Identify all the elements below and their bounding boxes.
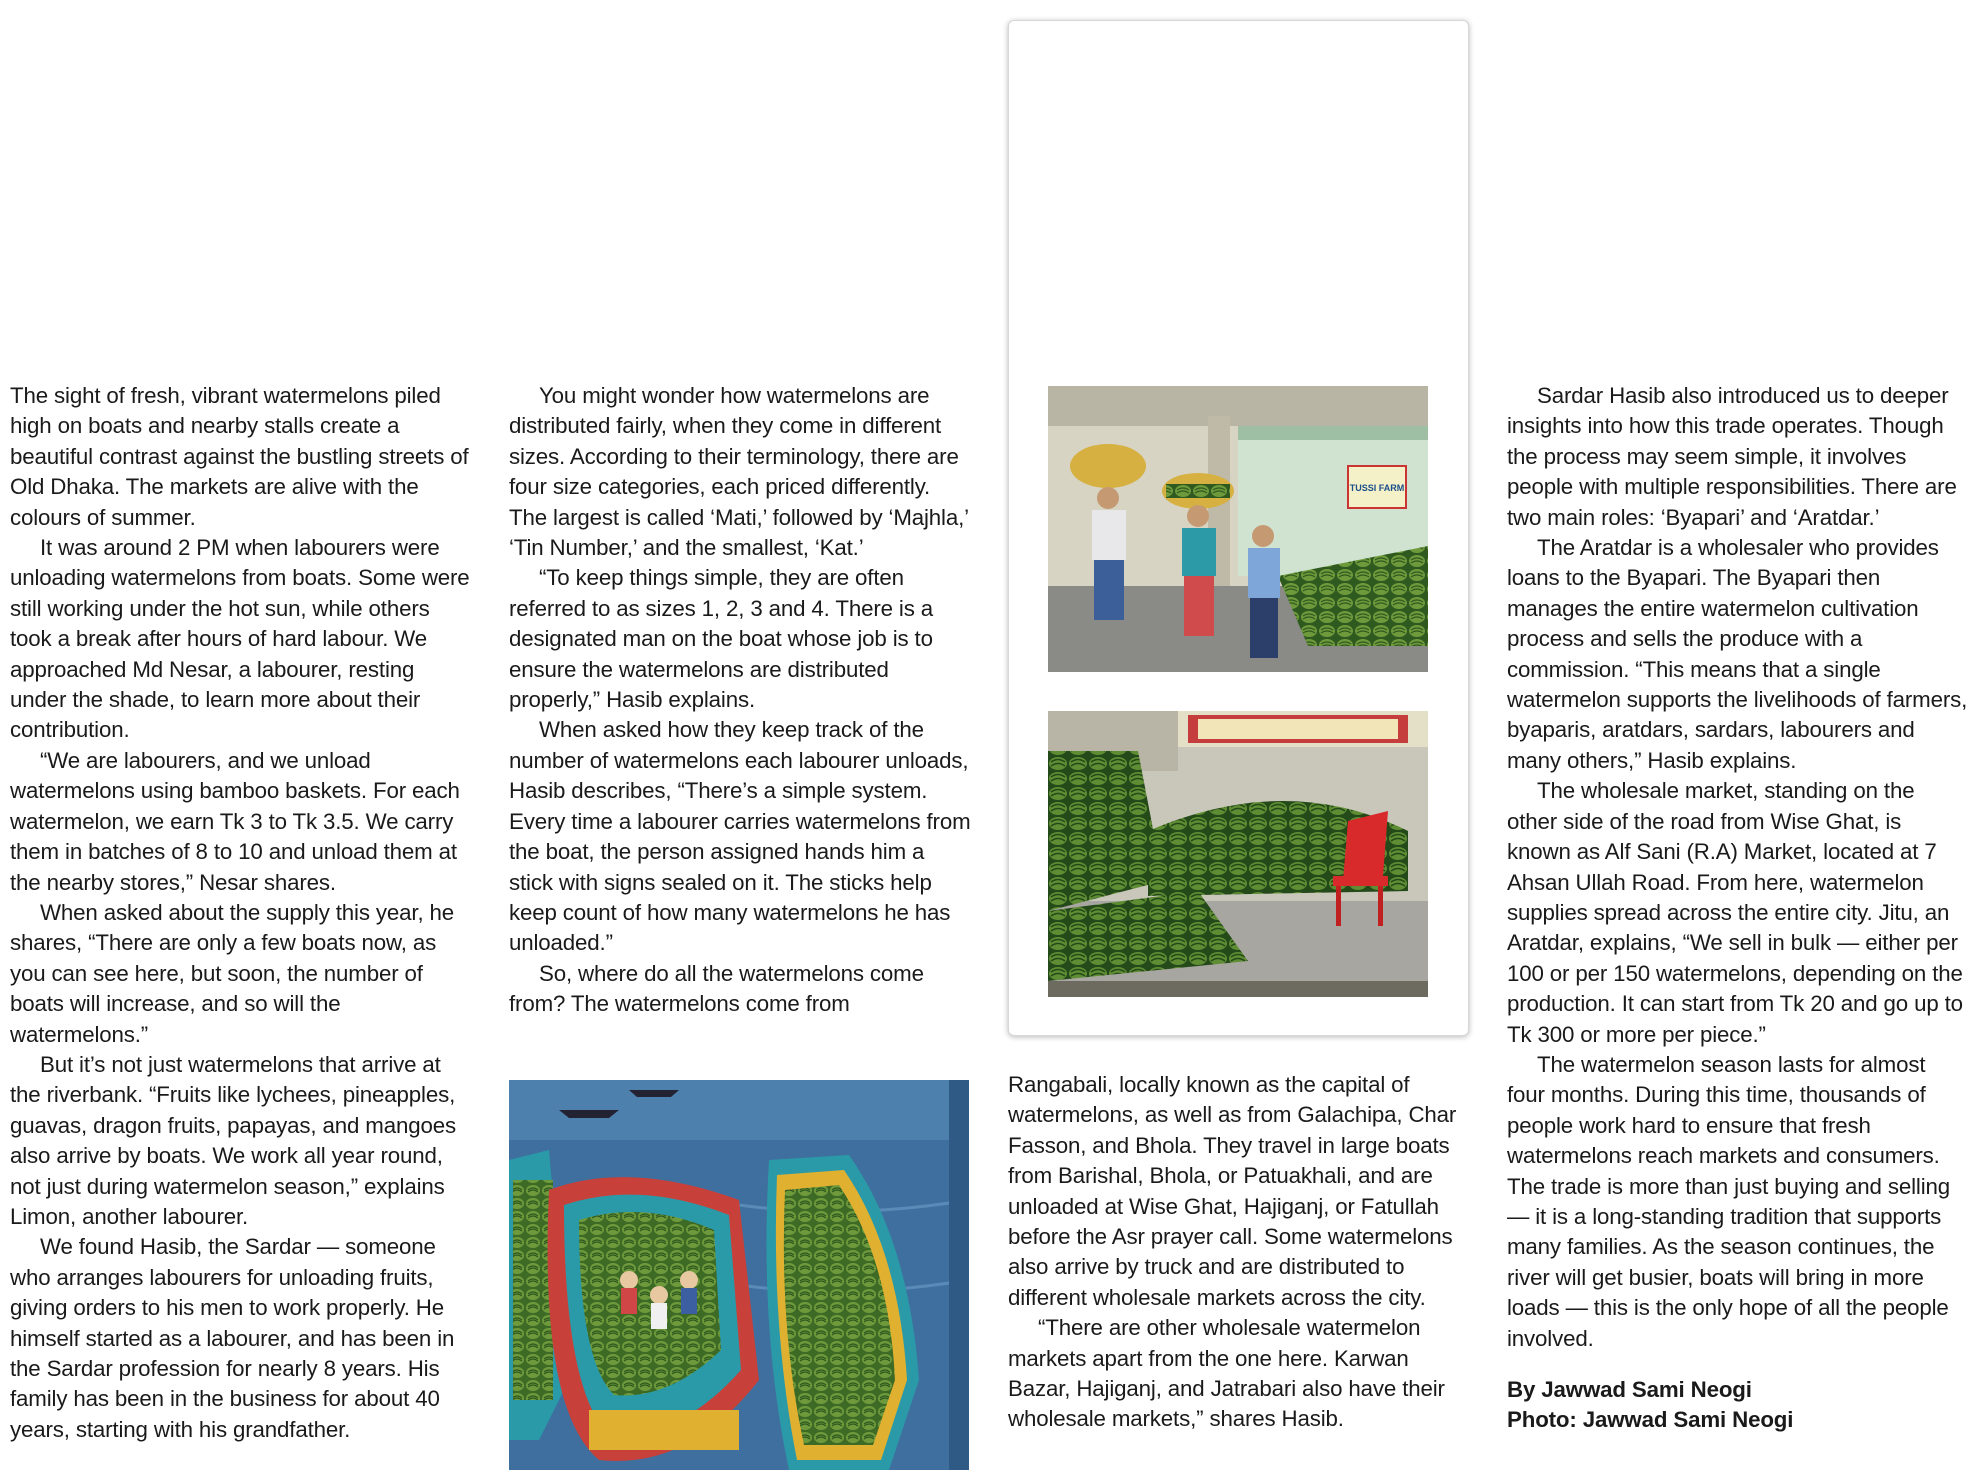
article-column-3 (1008, 1070, 1470, 1435)
byline (1507, 1375, 1969, 1435)
paragraph: We found Hasib, the Sardar — someone who arranges labourers for unloading fruits, giving orders to his men to work properly. He himself started as a labourer, and has been in the Sardar profession for nearly 8 years. His family has been in the business for about 40 years, starting with his grandfather. (10, 1234, 455, 1442)
photo-watermelon-stacks (1048, 711, 1428, 997)
paragraph: The watermelon season lasts for almost four months. During this time, thousands of people work hard to ensure that fresh watermelons reach markets and consumers. The trade is more than just buying and selling — it is a long-standing tradition that supports many families. As the season continues, the river will get busier, boats will bring in more loads — this is the only hope of all the people involved. (1507, 1051, 1951, 1351)
paragraph: It was around 2 PM when labourers were unloading watermelons from boats. Some were still working under the hot sun, while others took a break after hours of hard labour. We approached Md Nesar, a labourer, resting under the shade, to learn more about their contribution. (10, 535, 470, 743)
paragraph: “To keep things simple, they are often referred to as sizes 1, 2, 3 and 4. There is a designated man on the boat whose job is to ensure the watermelons are distributed properly,” Hasib explains. (509, 565, 933, 713)
paragraph: Rangabali, locally known as the capital of watermelons, as well as from Galachipa, Char Fasson, and Bhola. They travel in large boats from Barishal, Bhola, or Patuakhali, and are unloaded at Wise Ghat, Hajiganj, or Fatullah before the Asr prayer call. Some watermelons also arrive by truck and are distributed to different wholesale markets across the city. (1008, 1072, 1457, 1310)
paragraph: The Aratdar is a wholesaler who provides loans to the Byapari. The Byapari then manages the entire watermelon cultivation process and sells the produce with a commission. “This means that a single watermelon supports the livelihoods of farmers, byaparis, aratdars, sardars, labourers and many others,” Hasib explains. (1507, 535, 1968, 773)
paragraph: Sardar Hasib also introduced us to deeper insights into how this trade operates. Though the process may seem simple, it involves people with multiple responsibilities. There are two main roles: ‘Byapari’ and ‘Aratdar.’ (1507, 383, 1957, 530)
paragraph: The sight of fresh, vibrant watermelons piled high on boats and nearby stalls create a beautiful contrast against the bustling streets of Old Dhaka. The markets are alive with the colours of summer. (10, 383, 469, 530)
author-credit: By Jawwad Sami Neogi (1507, 1377, 1752, 1402)
article-column-2 (509, 381, 971, 1020)
paragraph: But it’s not just watermelons that arrive at the riverbank. “Fruits like lychees, pineapples, guavas, dragon fruits, papayas, and mangoes also arrive by boats. We work all year round, not just during watermelon season,” explains Limon, another labourer. (10, 1051, 456, 1229)
photo-market-labourers (1048, 386, 1428, 672)
article-column-4 (1507, 381, 1969, 1435)
photo-credit: Photo: Jawwad Sami Neogi (1507, 1407, 1794, 1432)
paragraph: “We are labourers, and we unload watermelons using bamboo baskets. For each watermelon, we earn Tk 3 to Tk 3.5. We carry them in batches of 8 to 10 and unload them at the nearby stores,” Nesar shares. (10, 747, 460, 895)
paragraph: You might wonder how watermelons are distributed fairly, when they come in different sizes. According to their terminology, there are four size categories, each priced differently. The largest is called ‘Mati,’ followed by ‘Majhla,’ ‘Tin Number,’ and the smallest, ‘Kat.’ (509, 383, 969, 561)
article-column-1 (10, 381, 472, 1445)
paragraph: The wholesale market, standing on the other side of the road from Wise Ghat, is known as Alf Sani (R.A) Market, located at 7 Ahsan Ullah Road. From here, watermelon supplies spread across the entire city. Jitu, an Aratdar, explains, “We sell in bulk — either per 100 or per 150 watermelons, depending on the production. It can start from Tk 20 and go up to Tk 300 or more per piece.” (1507, 778, 1963, 1047)
paragraph: So, where do all the watermelons come from? The watermelons come from (509, 960, 924, 1017)
photo-watermelon-boats (509, 1080, 969, 1470)
market-sign-text: TUSSI FARM (1349, 483, 1405, 493)
paragraph: “There are other wholesale watermelon markets apart from the one here. Karwan Bazar, Hajiganj, and Jatrabari also have their wholesale markets,” shares Hasib. (1008, 1315, 1445, 1432)
paragraph: When asked about the supply this year, he shares, “There are only a few boats now, as you can see here, but soon, the number of boats will increase, and so will the watermelons.” (10, 899, 455, 1047)
paragraph: When asked how they keep track of the number of watermelons each labourer unloads, Hasib describes, “There’s a simple system. Every time a labourer carries watermelons from the boat, the person assigned hands him a stick with signs sealed on it. The sticks help keep count of how many watermelons he has unloaded.” (509, 717, 971, 956)
